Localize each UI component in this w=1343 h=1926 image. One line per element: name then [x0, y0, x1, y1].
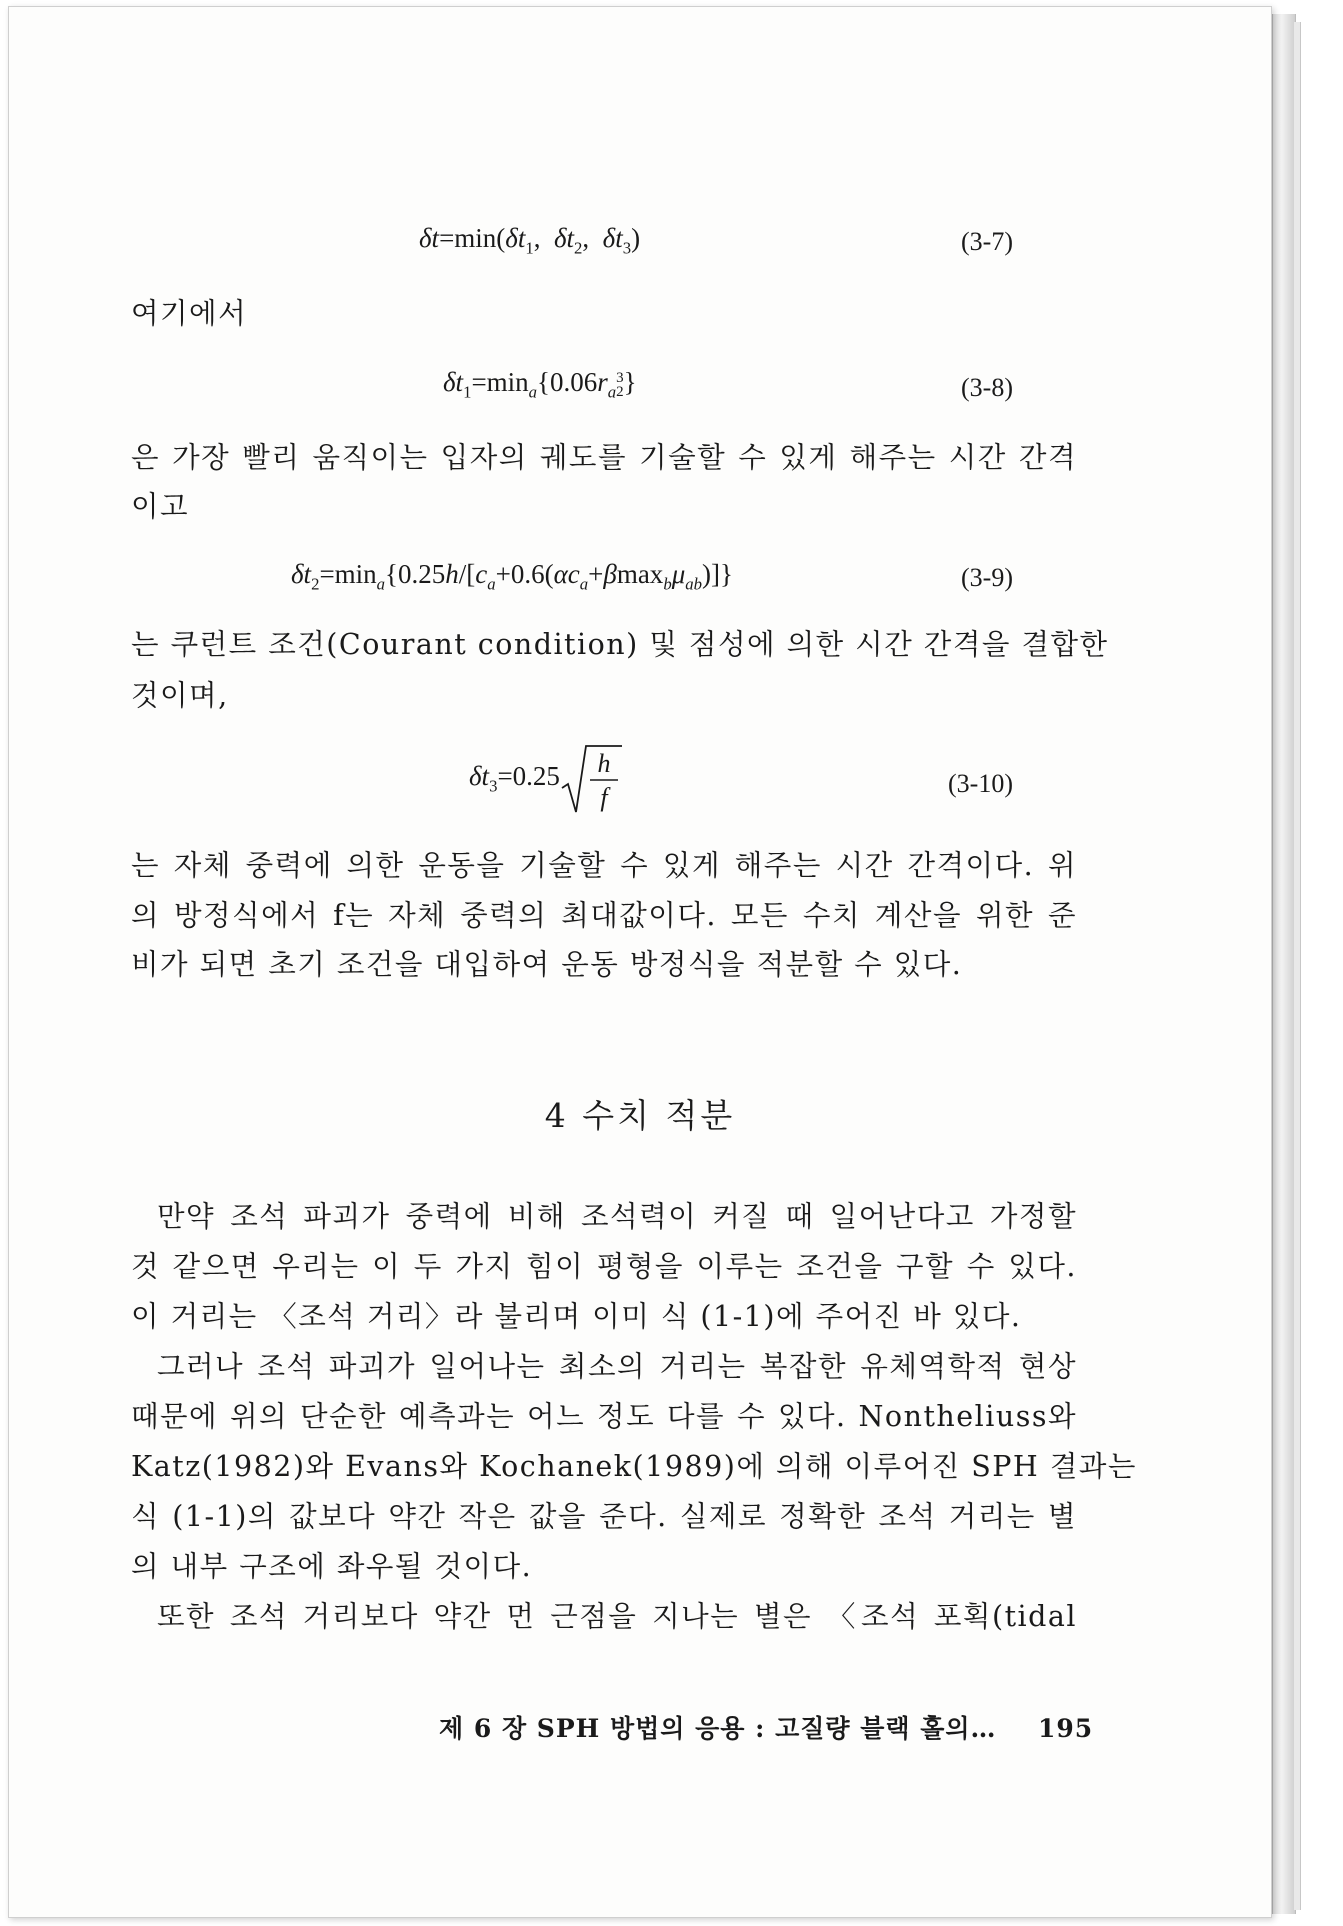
equation-3-8: $\delta t_1=\min_a\{0.06r_a$ 3 2 } [443, 367, 637, 402]
equation-3-7: $\delta t=\min(\delta t_1$, $\delta t_2$, $\delta t_3$) [419, 223, 641, 258]
svg-text:h: h [597, 749, 611, 778]
text-line: 이고 [131, 490, 190, 523]
equation-number: (3-9) [961, 563, 1013, 592]
text-line: 은 가장 빨리 움직이는 입자의 궤도를 기술할 수 있게 해주는 시간 간격 [131, 441, 1077, 474]
text-line: 것 같으면 우리는 이 두 가지 힘이 평형을 이루는 조건을 구할 수 있다. [131, 1250, 1077, 1283]
equation-number: (3-10) [948, 769, 1013, 798]
book-page [8, 6, 1272, 1918]
running-footer [439, 1709, 1093, 1745]
equation-3-9: $\delta t_2=\min_a\{0.25h/[c_a+0.6(\alpha c_a+\beta\max_b\mu_{ab})]\}$ [291, 559, 733, 594]
page-number: 195 [1037, 1714, 1094, 1743]
text-line: 의 내부 구조에 좌우될 것이다. [131, 1550, 533, 1583]
text-line: 비가 되면 초기 조건을 대입하여 운동 방정식을 적분할 수 있다. [131, 948, 963, 981]
page-stack-edge [1272, 14, 1296, 1914]
text-line: 는 쿠런트 조건(Courant condition) 및 점성에 의한 시간 간격을 결합한 [131, 628, 1109, 661]
square-root-symbol [560, 742, 622, 816]
equation-number: (3-8) [961, 373, 1013, 402]
text-line: Katz(1982)와 Evans와 Kochanek(1989)에 의해 이루어진 SPH 결과는 [131, 1450, 1137, 1483]
equation-number: (3-7) [961, 227, 1013, 256]
page-stack-edge-inner [1294, 22, 1301, 1910]
text-line: 또한 조석 거리보다 약간 먼 근점을 지나는 별은 〈조석 포획(tidal [157, 1600, 1077, 1633]
text-line: 만약 조석 파괴가 중력에 비해 조석력이 커질 때 일어난다고 가정할 [157, 1200, 1077, 1233]
text-line: 것이며, [131, 679, 229, 712]
text-line: 때문에 위의 단순한 예측과는 어느 정도 다를 수 있다. Nontheliuss와 [131, 1400, 1077, 1433]
text-line: 의 방정식에서 f는 자체 중력의 최대값이다. 모든 수치 계산을 위한 준 [131, 899, 1077, 932]
running-head: 제 6 장 SPH 방법의 응용 : 고질량 블랙 홀의… [439, 1714, 997, 1743]
section-heading: 4 수치 적분 [544, 1096, 736, 1135]
svg-text:f: f [600, 783, 608, 812]
text-line: 이 거리는 〈조석 거리〉라 불리며 이미 식 (1-1)에 주어진 바 있다. [131, 1300, 1022, 1333]
equation-3-10: $\delta t_3=0.25$ h f [469, 742, 622, 812]
text-line: 여기에서 [131, 297, 248, 330]
text-line: 는 자체 중력에 의한 운동을 기술할 수 있게 해주는 시간 간격이다. 위 [131, 849, 1077, 882]
text-line: 그러나 조석 파괴가 일어나는 최소의 거리는 복잡한 유체역학적 현상 [157, 1350, 1077, 1383]
text-line: 식 (1-1)의 값보다 약간 작은 값을 준다. 실제로 정확한 조석 거리는 별 [131, 1500, 1077, 1533]
